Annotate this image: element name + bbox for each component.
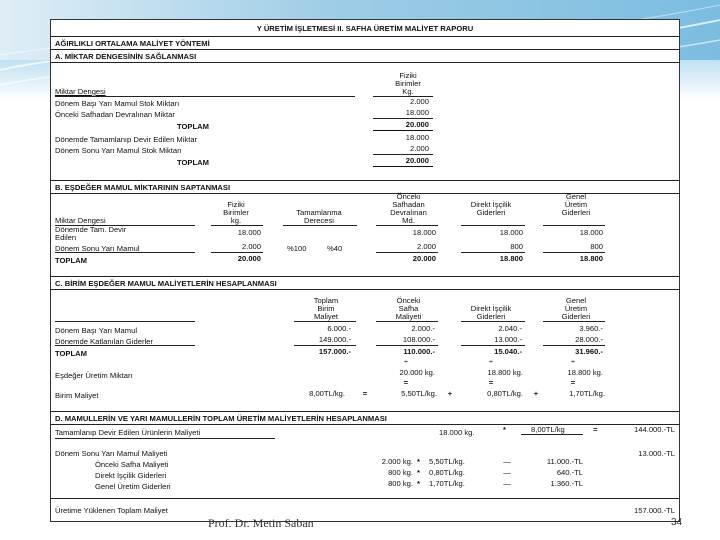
b-header-genel: Üretim (564, 200, 588, 209)
b-header-onceki: Md. (402, 216, 415, 225)
c-cell: 13.000.- (494, 335, 522, 344)
d-devir-qty: 18.000 kg. (439, 428, 475, 437)
c-cell: 1,70TL/kg. (569, 389, 605, 398)
d-sub-qty: 800 kg. (388, 479, 413, 488)
d-mul-op: * (417, 457, 420, 466)
divider (51, 276, 679, 277)
d-eq-op: — (503, 479, 511, 488)
d-sub-label: Direkt İşçilik Giderleri (95, 471, 167, 480)
c-header-genel: Genel (565, 296, 587, 305)
b-header-onceki: Önceki (396, 192, 421, 201)
d-final-total: 157.000.-TL (634, 506, 675, 515)
c-cell: 6.000.- (327, 324, 351, 333)
c-cell: 3.960.- (579, 324, 603, 333)
c-eq-op: = (362, 389, 368, 398)
b-header-tamamlanma: Derecesi (304, 216, 334, 225)
section-c-title: C. BİRİM EŞDEĞER MAMUL MALİYETLERİN HESAPLANMASI (55, 279, 277, 288)
c-cell: 31.960.- (575, 347, 603, 356)
b-header-fiziki: Fiziki (227, 200, 245, 209)
a-row-label: Dönemde Tamamlanıp Devir Edilen Miktar (55, 135, 198, 144)
a-col-header-2: Birimler (395, 79, 421, 88)
method-title: AĞIRLIKLI ORTALAMA MALİYET YÖNTEMİ (55, 39, 210, 48)
divider (51, 49, 679, 50)
divider (543, 345, 605, 346)
divider (543, 321, 605, 322)
c-cell: 28.000.- (575, 335, 603, 344)
d-devir-label: Tamamlanıp Devir Edilen Ürünlerin Maliyeti (55, 428, 201, 437)
a-row-value: 18.000 (405, 108, 429, 117)
divider (376, 252, 438, 253)
section-d-title: D. MAMULLERİN VE YARI MAMULLERİN TOPLAM ÜRETİM MALİYETLERİN HESAPLANMASI (55, 414, 387, 423)
c-cell: 18.800 kg. (487, 368, 523, 377)
c-cell: 15.040.- (494, 347, 522, 356)
c-cell: 5,50TL/kg. (401, 389, 437, 398)
c-cell: 2.000.- (411, 324, 435, 333)
c-header-onceki: Safha (398, 304, 419, 313)
c-eq-op: = (488, 378, 494, 387)
c-header-genel: Üretim (564, 304, 588, 313)
divider (376, 321, 438, 322)
section-b-title: B. EŞDEĞER MAMUL MİKTARININ SAPTANMASI (55, 183, 231, 192)
c-plus-op: + (533, 389, 539, 398)
b-header-onceki: Safhadan (392, 200, 425, 209)
a-row-label: TOPLAM (177, 122, 209, 131)
b-cell: 20.000 (237, 254, 261, 263)
d-sub-qty: 2.000 kg. (381, 457, 413, 466)
divider (51, 289, 679, 290)
divider (376, 225, 438, 226)
d-mul-op: * (503, 425, 506, 434)
d-sub-rate: 5,50TL/kg. (429, 457, 465, 466)
d-sub-total: 11.000.-TL (546, 457, 583, 466)
c-header-toplam: Toplam (313, 296, 339, 305)
b-cell: 18.000 (412, 228, 436, 237)
a-row-value: 20.000 (405, 156, 429, 165)
c-row-label: Eşdeğer Üretim Miktarı (55, 371, 133, 380)
c-div-op: ÷ (403, 357, 409, 366)
a-row-label: TOPLAM (177, 158, 209, 167)
b-header-genel: Genel (565, 192, 587, 201)
b-cell: 18.000 (237, 228, 261, 237)
divider (373, 154, 433, 155)
double-divider (373, 166, 433, 167)
d-sub-total: 1.360.-TL (550, 479, 583, 488)
divider (294, 321, 356, 322)
c-header-genel: Giderleri (561, 312, 591, 321)
b-cell: 18.800 (579, 254, 603, 263)
c-cell: 2.040.- (498, 324, 522, 333)
d-sub-label: Önceki Safha Maliyeti (95, 460, 169, 469)
b-cell: 2.000 (241, 242, 261, 251)
a-row-value: 20.000 (405, 120, 429, 129)
c-cell: 20.000 kg. (399, 368, 435, 377)
b-cell: 18.000 (499, 228, 523, 237)
d-sonu-total: 13.000.-TL (638, 449, 675, 458)
c-row-label: Birim Maliyet (55, 391, 99, 400)
d-eq-op: — (503, 468, 511, 477)
d-mul-op: * (417, 468, 420, 477)
divider (51, 180, 679, 181)
d-eq-op: = (593, 425, 598, 434)
divider (51, 62, 679, 63)
a-row-value: 2.000 (409, 97, 429, 106)
double-divider (373, 130, 433, 131)
d-mul-op: * (417, 479, 420, 488)
c-eq-op: = (403, 378, 409, 387)
c-eq-op: = (570, 378, 576, 387)
d-sub-rate: 0,80TL/kg. (429, 468, 465, 477)
c-div-op: ÷ (488, 357, 494, 366)
c-row-label: TOPLAM (55, 349, 87, 358)
divider (376, 345, 438, 346)
c-header-onceki: Önceki (396, 296, 421, 305)
divider (211, 225, 263, 226)
divider (55, 96, 355, 97)
c-header-onceki: Maliyeti (395, 312, 422, 321)
divider (55, 438, 275, 439)
divider (211, 252, 263, 253)
d-sub-total: 640.-TL (556, 468, 583, 477)
b-cell: %40 (327, 244, 343, 253)
divider (543, 225, 605, 226)
b-label-miktar: Miktar Dengesi (55, 216, 106, 225)
b-header-iscilik: Direkt İşçilik (470, 200, 512, 209)
c-header-iscilik: Giderleri (476, 312, 506, 321)
d-sonu-label: Dönem Sonu Yarı Mamul Maliyeti (55, 449, 168, 458)
a-row-label: Dönem Başı Yarı Mamul Stok Miktarı (55, 99, 180, 108)
b-header-tamamlanma: Tamamlanma (296, 208, 342, 217)
divider (51, 36, 679, 37)
d-devir-total: 144.000.-TL (634, 425, 675, 434)
c-header-toplam: Maliyet (313, 312, 339, 321)
divider (51, 498, 679, 499)
d-eq-op: — (503, 457, 511, 466)
b-header-fiziki: Birimler (223, 208, 249, 217)
b-cell: 18.000 (579, 228, 603, 237)
c-cell: 8,00TL/kg. (309, 389, 345, 398)
b-cell: 20.000 (412, 254, 436, 263)
divider (51, 411, 679, 412)
c-cell: 108.000.- (402, 335, 435, 344)
c-row-label: Dönemde Katlanılan Giderler (55, 337, 153, 346)
b-cell: 800 (590, 242, 603, 251)
divider (461, 252, 525, 253)
divider (373, 118, 433, 119)
c-header-toplam: Birim (317, 304, 335, 313)
divider (283, 225, 357, 226)
divider (51, 424, 679, 425)
divider (55, 345, 195, 346)
divider (543, 252, 605, 253)
b-header-genel: Giderleri (561, 208, 591, 217)
b-label-sonu: Dönem Sonu Yarı Mamul (55, 244, 140, 253)
b-label-toplam: TOPLAM (55, 256, 87, 265)
divider (521, 434, 583, 435)
divider (294, 345, 356, 346)
d-sub-label: Genel Üretim Giderleri (95, 482, 171, 491)
b-cell: 2.000 (416, 242, 436, 251)
a-row-label: Miktar Dengesi (55, 87, 106, 96)
cost-report-table (50, 19, 680, 522)
section-a-title: A. MİKTAR DENGESİNİN SAĞLANMASI (55, 52, 197, 61)
b-cell: %100 (287, 244, 307, 253)
c-div-op: ÷ (570, 357, 576, 366)
a-row-label: Dönem Sonu Yarı Mamul Stok Miktarı (55, 146, 182, 155)
b-cell: 18.800 (499, 254, 523, 263)
c-cell: 157.000.- (318, 347, 351, 356)
d-devir-rate: 8,00TL/kg (531, 425, 565, 434)
b-header-fiziki: kg. (230, 216, 242, 225)
divider (461, 345, 525, 346)
footer-author: Prof. Dr. Metin Saban (208, 516, 314, 530)
b-header-iscilik: Giderleri (476, 208, 506, 217)
divider (55, 252, 195, 253)
d-sub-qty: 800 kg. (388, 468, 413, 477)
b-label-tamam: Edilen (55, 233, 77, 242)
a-row-label: Önceki Safhadan Devralınan Miktar (55, 110, 175, 119)
a-col-header-3: Kg. (402, 87, 414, 96)
page-number: 34 (671, 517, 683, 528)
a-row-value: 18.000 (405, 133, 429, 142)
c-cell: 0,80TL/kg. (487, 389, 523, 398)
a-col-header-1: Fiziki (399, 71, 417, 80)
b-label-tamam: Dönemde Tam. Devir (55, 225, 127, 234)
c-header-iscilik: Direkt İşçilik (470, 304, 512, 313)
c-cell: 149.000.- (318, 335, 351, 344)
c-row-label: Dönem Başı Yarı Mamul (55, 326, 138, 335)
a-row-value: 2.000 (409, 144, 429, 153)
c-plus-op: + (447, 389, 453, 398)
d-sub-rate: 1,70TL/kg. (429, 479, 465, 488)
divider (461, 225, 525, 226)
report-title: Y ÜRETİM İŞLETMESİ II. SAFHA ÜRETİM MALİYET RAPORU (256, 24, 474, 33)
divider (55, 321, 195, 322)
b-cell: 800 (510, 242, 523, 251)
c-cell: 110.000.- (403, 347, 435, 356)
divider (461, 321, 525, 322)
c-cell: 18.800 kg. (567, 368, 603, 377)
d-final-label: Üretime Yüklenen Toplam Maliyet (55, 506, 168, 515)
b-header-onceki: Devralınan (390, 208, 427, 217)
